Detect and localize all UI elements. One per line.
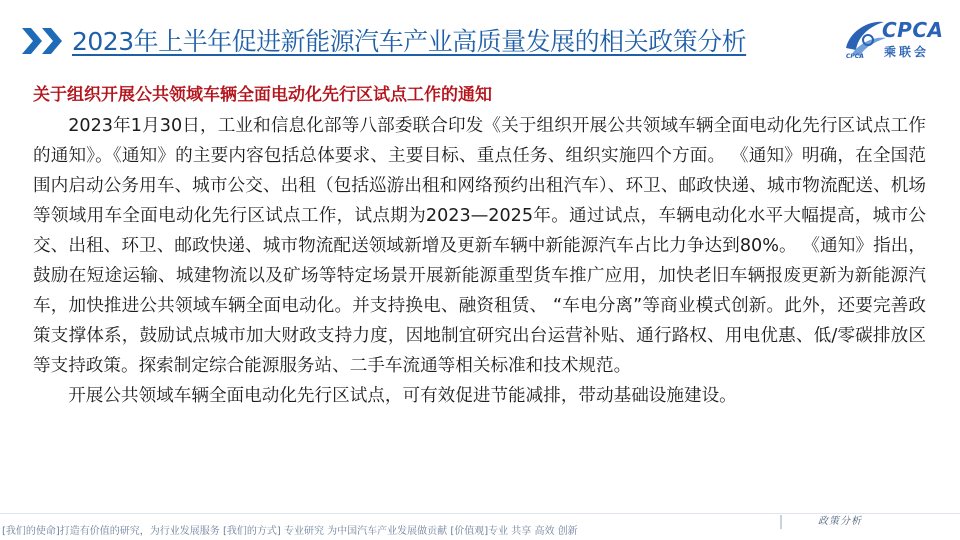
article-paragraph-1: 2023年1月30日，工业和信息化部等八部委联合印发《关于组织开展公共领域车辆全面电动化先行区试点工作的通知》。《通知》的主要内容包括总体要求、主要目标、重点任务、组织实施四个方面。 《通知》明确，在全国范围内启动公务用车、城市公交、出租（包括巡游出租和网络预约出租汽车）、环卫、邮政快递、城市物流配送、机场等领域用车全面电动化先行区试点工作，试点期为2023—2025年。通过试点，车辆电动化水平大幅提高，城市公交、出租、环卫、邮政快递、城市物流配送领域新增及更新车辆中新能源汽车占比力争达到80%。 《通知》指出，鼓励在短途运输、城建物流以及矿场等特定场景开展新能源重型货车推广应用，加快老旧车辆报废更新为新能源汽车，加快推进公共领域车辆全面电动化。并支持换电、融资租赁、 “车电分离”等商业模式创新。此外，还要完善政策支撑体系，鼓励试点城市加大财政支持力度，因地制宜研究出台运营补贴、通行路权、用电优惠、低/零碳排放区等支持政策。探索制定综合能源服务站、二手车流通等相关标准和技术规范。 [33, 116, 926, 376]
logo-small-text: CPCA [846, 53, 864, 60]
article-heading: 关于组织开展公共领域车辆全面电动化先行区试点工作的通知 [33, 85, 492, 105]
double-chevron-icon [22, 26, 68, 56]
footer-separator [780, 515, 782, 529]
article-body [33, 111, 926, 411]
page-title: 2023年上半年促进新能源汽车产业高质量发展的相关政策分析 [72, 27, 747, 56]
footer-section-label: 政策分析 [818, 516, 862, 527]
logo-chinese-name: 乘联会 [884, 45, 930, 59]
article-paragraph-2: 开展公共领域车辆全面电动化先行区试点，可有效促进节能减排，带动基础设施建设。 [68, 386, 737, 406]
footer-mission-text: [我们的使命]打造有价值的研究，为行业发展服务 [我们的方式] 专业研究 为中国汽车产业发展做贡献 [价值观]专业 共享 高效 创新 [2, 526, 578, 537]
footer-divider [0, 513, 960, 514]
logo-wordmark: CPCA [882, 18, 944, 42]
